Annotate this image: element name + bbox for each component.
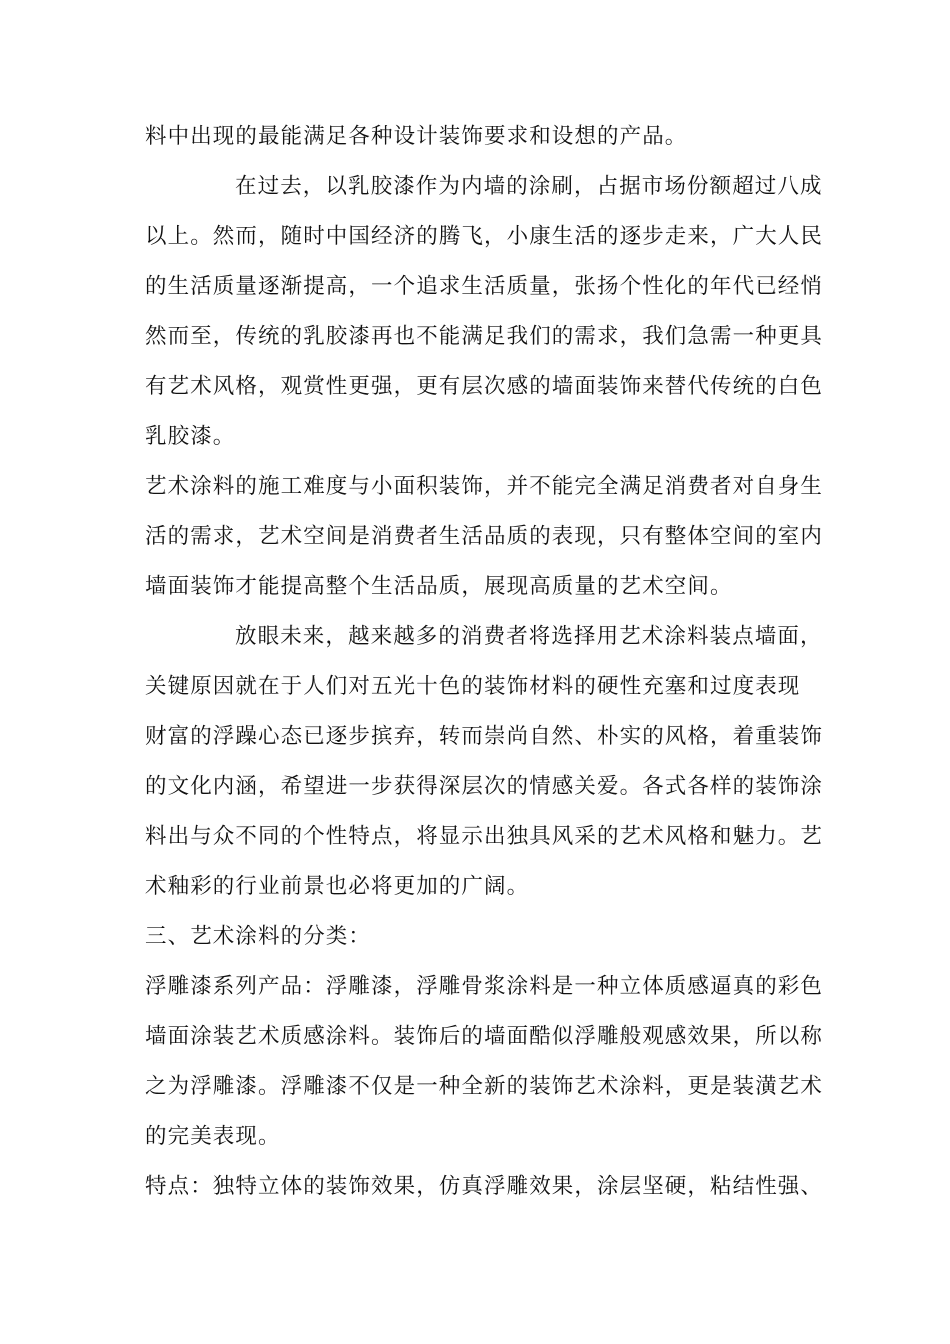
- text-line: 特点：独特立体的装饰效果，仿真浮雕效果，涂层坚硬，粘结性强、: [145, 1174, 824, 1199]
- text-line: 乳胶漆。: [145, 424, 236, 449]
- text-line: 料出与众不同的个性特点，将显示出独具风采的艺术风格和魅力。艺: [145, 824, 824, 849]
- text-line: 墙面装饰才能提高整个生活品质，展现高质量的艺术空间。: [145, 574, 733, 599]
- text-line: 术釉彩的行业前景也必将更加的广阔。: [145, 874, 530, 899]
- text-line: 以上。然而，随时中国经济的腾飞，小康生活的逐步走来，广大人民: [145, 224, 824, 249]
- text-line: 料中出现的最能满足各种设计装饰要求和设想的产品。: [145, 124, 688, 149]
- text-line: 之为浮雕漆。浮雕漆不仅是一种全新的装饰艺术涂料，更是装潢艺术: [145, 1074, 824, 1099]
- text-line: 的完美表现。: [145, 1124, 281, 1149]
- text-line: 浮雕漆系列产品：浮雕漆，浮雕骨浆涂料是一种立体质感逼真的彩色: [145, 974, 824, 999]
- text-line: 活的需求，艺术空间是消费者生活品质的表现，只有整体空间的室内: [145, 524, 824, 549]
- text-line: 的生活质量逐渐提高，一个追求生活质量，张扬个性化的年代已经悄: [145, 274, 824, 299]
- text-line: 艺术涂料的施工难度与小面积装饰，并不能完全满足消费者对自身生: [145, 474, 824, 499]
- section-heading: 三、艺术涂料的分类：: [145, 924, 372, 949]
- text-line: 的文化内涵，希望进一步获得深层次的情感关爱。各式各样的装饰涂: [145, 774, 824, 799]
- text-line: 财富的浮躁心态已逐步摈弃，转而崇尚自然、朴实的风格，着重装饰: [145, 724, 824, 749]
- text-line: 放眼未来，越来越多的消费者将选择用艺术涂料装点墙面，: [235, 624, 823, 649]
- text-line: 然而至，传统的乳胶漆再也不能满足我们的需求，我们急需一种更具: [145, 324, 824, 349]
- text-line: 关键原因就在于人们对五光十色的装饰材料的硬性充塞和过度表现: [145, 674, 801, 699]
- text-line: 有艺术风格，观赏性更强，更有层次感的墙面装饰来替代传统的白色: [145, 374, 824, 399]
- text-line: 墙面涂装艺术质感涂料。装饰后的墙面酷似浮雕般观感效果，所以称: [145, 1024, 824, 1049]
- text-line: 在过去，以乳胶漆作为内墙的涂刷，占据市场份额超过八成: [235, 174, 823, 199]
